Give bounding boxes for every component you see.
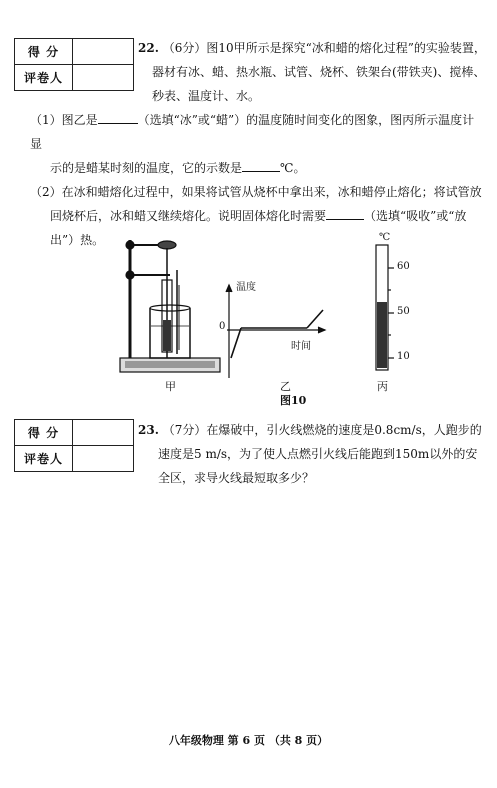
figure-10 — [115, 230, 415, 410]
temperature-time-graph — [226, 285, 325, 378]
grader-label: 评卷人 — [15, 65, 73, 91]
q22-header — [138, 36, 486, 108]
q22-line3: 秒表、温度计、水。 — [152, 89, 261, 103]
q23-text — [138, 418, 482, 490]
graph-x-label: 时间 — [291, 341, 311, 352]
q22-line2: 器材有冰、蜡、热水瓶、试管、烧杯、铁架台(带铁夹)、搅棒、 — [152, 65, 486, 79]
q22-line1: （6分）图10甲所示是探究“冰和蜡的熔化过程”的实验装置， — [162, 41, 486, 55]
score-table-q22 — [14, 38, 134, 91]
grader-cell[interactable] — [73, 446, 134, 472]
thermo-tick: 50 — [397, 306, 410, 317]
answer-blank-3[interactable] — [326, 205, 364, 220]
p2-line2-post: （选填“吸收”或“放 — [364, 209, 467, 223]
p2-line1: （2）在冰和蜡熔化过程中，如果将试管从烧杯中拿出来，冰和蜡停止熔化；将试管放 — [30, 185, 482, 199]
label-jia: 甲 — [165, 380, 176, 393]
p1-line2: 示的是蜡某时刻的温度，它的示数是 — [50, 161, 243, 175]
p1-unit: ℃。 — [280, 161, 306, 175]
score-table-q23 — [14, 419, 134, 472]
p2-line3: 出”）热。 — [50, 233, 105, 247]
thermo-tick: 10 — [397, 351, 410, 362]
answer-blank-1[interactable] — [98, 109, 138, 124]
p1-mid: （选填“冰”或“蜡”）的温度随时间变化的图象，图丙所示温度计显 — [30, 113, 475, 151]
thermo-unit: ℃ — [379, 232, 391, 243]
label-bing: 丙 — [377, 380, 388, 393]
q23-line2: 速度是5 m/s，为了使人点燃引火线后能跑到150m以外的安 — [158, 447, 478, 461]
page-footer: 八年级物理 第 6 页 （共 8 页） — [168, 734, 329, 747]
p1-pre: （1）图乙是 — [30, 113, 98, 127]
q23-line1: （7分）在爆破中，引火线燃烧的速度是0.8cm/s，人跑步的 — [162, 423, 482, 437]
apparatus-drawing — [120, 240, 220, 372]
question-number: 22. — [138, 41, 159, 55]
score-cell[interactable] — [73, 420, 134, 446]
p2-line2-pre: 回烧杯后，冰和蜡又继续熔化。说明固体熔化时需要 — [50, 209, 327, 223]
graph-y-label: 温度 — [236, 282, 256, 293]
figure-caption: 图10 — [280, 394, 307, 407]
grader-label: 评卷人 — [15, 446, 73, 472]
score-label: 得 分 — [15, 420, 73, 446]
score-label: 得 分 — [15, 39, 73, 65]
score-cell[interactable] — [73, 39, 134, 65]
question-number: 23. — [138, 423, 159, 437]
thermo-tick: 60 — [397, 261, 410, 272]
grader-cell[interactable] — [73, 65, 134, 91]
label-yi: 乙 — [280, 380, 291, 393]
graph-origin-label: 0 — [219, 321, 226, 332]
experiment-diagram — [115, 230, 415, 410]
answer-blank-2[interactable] — [242, 157, 280, 172]
thermometer — [376, 245, 394, 370]
q23-line3: 全区，求导火线最短取多少？ — [158, 471, 315, 485]
